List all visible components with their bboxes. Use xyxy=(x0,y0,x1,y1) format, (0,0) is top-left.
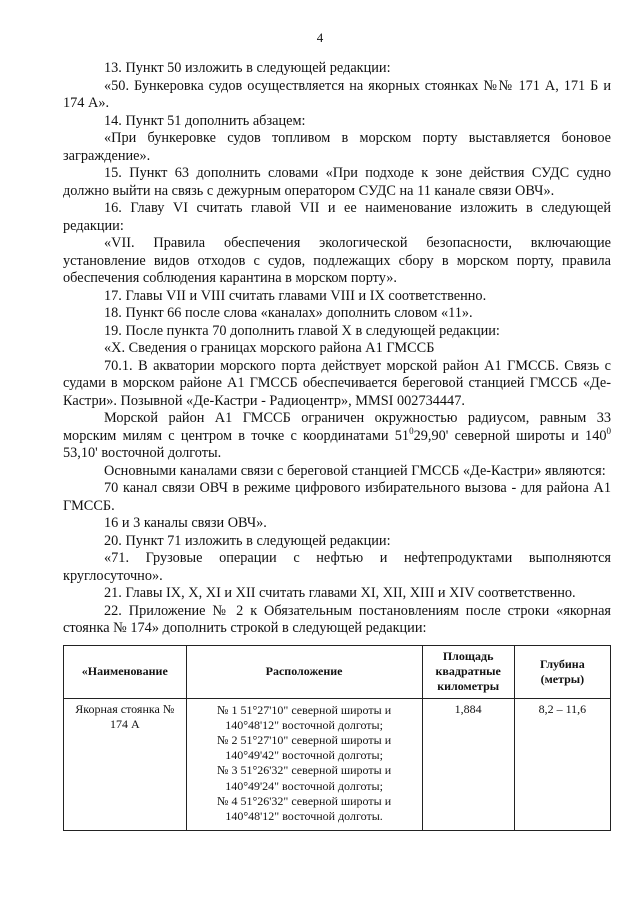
paragraph: «50. Бункеровка судов осуществляется на якорных стоянках №№ 171 А, 171 Б и 174 А». xyxy=(63,77,611,111)
paragraph: «X. Сведения о границах морского района А1 ГМССБ xyxy=(104,340,435,356)
coord-text-after: 53,10' восточной долготы. xyxy=(63,445,222,461)
header-location: Расположение xyxy=(186,646,422,699)
cell-area: 1,884 xyxy=(422,698,514,831)
coord-text-before: Морской район А1 ГМССБ ограничен окружностью радиусом, равным 33 морским милям с центром в точке с координатами 51 xyxy=(63,410,611,444)
page-number: 4 xyxy=(316,30,324,45)
paragraph: Основными каналами связи с береговой станцией ГМССБ «Де-Кастри» являются: xyxy=(104,462,606,479)
cell-location xyxy=(186,698,422,831)
table-row xyxy=(64,698,611,831)
cell-depth: 8,2 – 11,6 xyxy=(514,698,610,831)
degree-sup: 0 xyxy=(606,425,611,436)
location-line: 140°48'12" восточной долготы. xyxy=(225,809,383,824)
coord-text-mid: 29,90' северной широты и 140 xyxy=(413,427,607,444)
paragraph: 20. Пункт 71 изложить в следующей редакции: xyxy=(104,532,391,549)
paragraph-coordinates xyxy=(63,410,611,463)
location-line: № 4 51°26'32" северной широты и xyxy=(217,793,392,808)
paragraph: 16. Главу VI считать главой VII и ее наименование изложить в следующей редакции: xyxy=(63,200,611,234)
location-line: № 2 51°27'10" северной широты и xyxy=(217,733,392,748)
table-header-row xyxy=(64,646,611,699)
paragraph: 15. Пункт 63 дополнить словами «При подходе к зоне действия СУДС судно должно выйти на связь с дежурным оператором СУДС на 11 канале связи ОВЧ». xyxy=(63,165,611,199)
paragraph: 22. Приложение № 2 к Обязательным постановлениям после строки «якорная стоянка № 174» дополнить строкой в следующей редакции: xyxy=(63,602,611,636)
header-name: «Наименование xyxy=(64,646,187,699)
paragraph: 17. Главы VII и VIII считать главами VIII и IX соответственно. xyxy=(104,287,487,304)
location-line: № 1 51°27'10" северной широты и xyxy=(217,702,392,717)
location-line: 140°48'12" восточной долготы; xyxy=(225,717,383,732)
paragraph: 21. Главы IX, X, XI и XII считать главами XI, XII, XIII и XIV соответственно. xyxy=(104,585,576,601)
location-line: 140°49'42" восточной долготы; xyxy=(225,748,383,763)
paragraph: «71. Грузовые операции с нефтью и нефтепродуктами выполняются круглосуточно». xyxy=(63,550,611,584)
paragraph: 16 и 3 каналы связи ОВЧ». xyxy=(104,515,267,531)
degree-sup: 0 xyxy=(409,425,414,436)
header-depth: Глубина (метры) xyxy=(514,646,610,699)
paragraph: 14. Пункт 51 дополнить абзацем: xyxy=(104,112,306,129)
location-line: 140°49'24" восточной долготы; xyxy=(225,778,383,793)
paragraph: 18. Пункт 66 после слова «каналах» дополнить словом «11». xyxy=(104,305,473,321)
paragraph: «При бункеровке судов топливом в морском порту выставляется боновое заграждение». xyxy=(63,130,611,164)
paragraph: 70 канал связи ОВЧ в режиме цифрового избирательного вызова - для района А1 ГМССБ. xyxy=(63,480,611,514)
paragraph: 70.1. В акватории морского порта действует морской район А1 ГМССБ. Связь с судами в морском районе А1 ГМССБ обеспечивается береговой станцией ГМССБ «Де-Кастри». Позывной «Де-Кастри - Радиоцентр», MMSI 002734447. xyxy=(63,357,611,409)
document-body xyxy=(63,60,611,638)
cell-name: Якорная стоянка № 174 А xyxy=(64,698,187,831)
paragraph: «VII. Правила обеспечения экологической безопасности, включающие установление видов отходов с судов, подлежащих сбору в морском порту, правила обеспечения соблюдения карантина в морском порту». xyxy=(63,235,611,286)
paragraph: 19. После пункта 70 дополнить главой X в следующей редакции: xyxy=(104,322,500,339)
location-line: № 3 51°26'32" северной широты и xyxy=(217,763,392,778)
paragraph: 13. Пункт 50 изложить в следующей редакции: xyxy=(104,60,391,76)
anchorage-table xyxy=(63,645,611,831)
header-area: Площадь квадратные километры xyxy=(422,646,514,699)
